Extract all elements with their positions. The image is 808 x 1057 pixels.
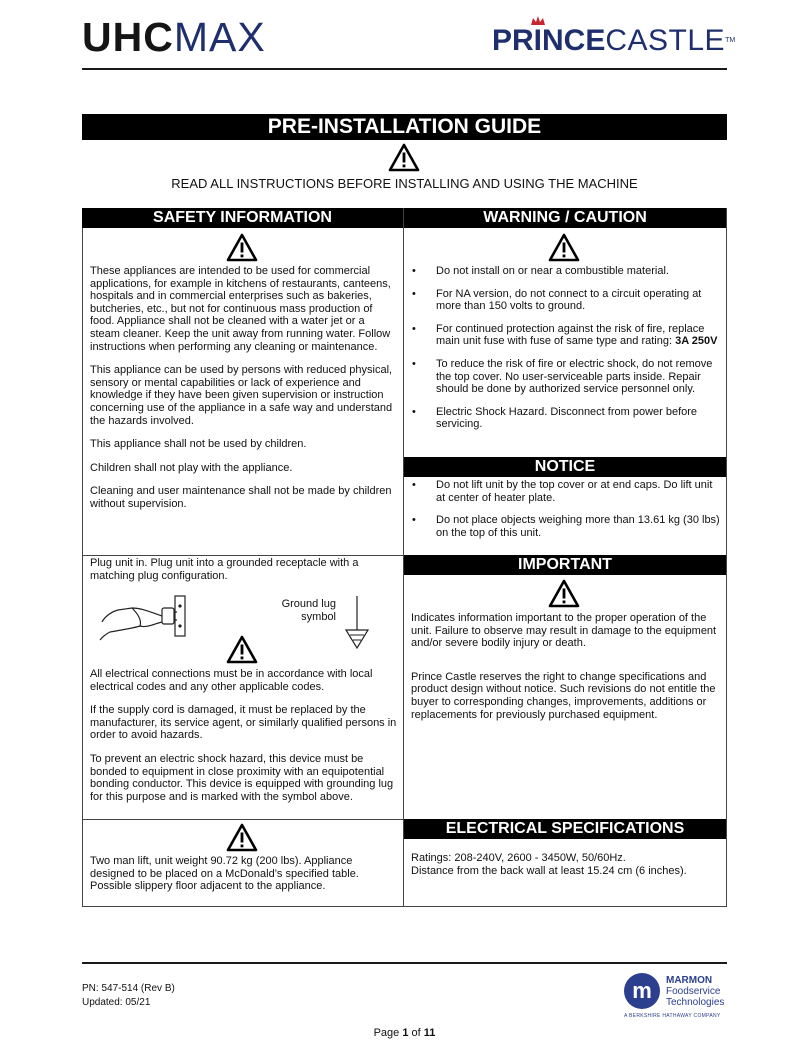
marmon-foodservice: Foodservice	[666, 986, 721, 997]
safety-information-heading: SAFETY INFORMATION	[82, 208, 403, 228]
page-prefix: Page	[373, 1027, 403, 1039]
page-title: PRE-INSTALLATION GUIDE	[82, 114, 727, 140]
lift-warning-text: Two man lift, unit weight 90.72 kg (200 lbs). Appliance designed to be placed on a McDonald’s specified table. Possible slippery floor adjacent to the appliance.	[90, 855, 359, 893]
warning-item-text: For NA version, do not connect to a circuit operating at more than 150 volts to ground.	[436, 287, 702, 313]
plug-instructions: Plug unit in. Plug unit into a grounded receptacle with a matching plug configuration.	[90, 557, 359, 582]
warning-item	[404, 265, 720, 278]
safety-paragraph: Cleaning and user maintenance shall not be made by children without supervision.	[90, 485, 392, 510]
warning-item-text: Electric Shock Hazard. Disconnect from power before servicing.	[436, 405, 698, 431]
warning-item-text: Do not install on or near a combustible material.	[436, 265, 669, 277]
important-heading: IMPORTANT	[404, 555, 726, 575]
warning-icon	[548, 233, 580, 262]
notice-heading: NOTICE	[404, 457, 726, 477]
important-paragraph: Prince Castle reserves the right to change specifications and product design without notice. Such revisions do not entitle the buyer to corresponding changes, improvements, additions or replacements for previously purchased equipment.	[411, 670, 716, 721]
warning-icon	[226, 823, 258, 852]
warning-item	[404, 358, 720, 396]
row-divider-left-1	[82, 555, 404, 556]
safety-information-text	[90, 265, 396, 511]
part-number: PN: 547-514 (Rev B)	[82, 983, 175, 994]
logo-uhc-text: UHC	[82, 14, 174, 60]
ground-lug-label-line: Ground lug	[281, 598, 336, 610]
plug-hand-illustration	[98, 588, 198, 648]
warning-item	[404, 288, 720, 313]
marmon-logo-icon: m	[624, 973, 660, 1009]
marmon-name: MARMON	[666, 975, 713, 986]
warning-icon	[548, 579, 580, 608]
safety-paragraph: This appliance can be used by persons with reduced physical, sensory or mental capabilities or lack of experience and knowledge if they have been given supervision or instruction concerning use of the appliance in a safe way and understand the hazards involved.	[90, 364, 393, 427]
ground-lug-label	[270, 598, 336, 623]
notice-item-text: Do not place objects weighing more than 13.61 kg (30 lbs) on the top of this unit.	[436, 514, 720, 539]
notice-item-text: Do not lift unit by the top cover or at end caps. Do lift unit at center of heater plate.	[436, 479, 713, 504]
table-border-bottom	[82, 906, 727, 907]
notice-list	[404, 479, 720, 539]
part-number-block	[82, 982, 175, 1010]
page-current: 1	[402, 1027, 409, 1039]
row-divider-left-2	[82, 819, 404, 820]
berkshire-tagline: A BERKSHIRE HATHAWAY COMPANY	[624, 1013, 721, 1019]
prince-castle-logo	[492, 23, 735, 59]
electrical-paragraph: To prevent an electric shock hazard, this device must be bonded to equipment in close proximity with an equipotential bonding conductor. This device is equipped with grounding lug for this purpose and is marked with the symbol above.	[90, 752, 394, 803]
uhcmax-logo	[82, 12, 266, 62]
safety-paragraph: These appliances are intended to be used for commercial applications, for example in kitchens of restaurants, canteens, hospitals and in commercial enterprises such as bakeries, butcheries, etc., but not for continuous mass production of food. Appliance shall not be cleaned with a water jet or a steam cleaner. Keep the unit away from running water. Follow instructions when performing any cleaning or maintenance.	[90, 265, 391, 353]
trademark-mark: TM	[725, 37, 736, 44]
marmon-logo-text	[666, 975, 724, 1008]
header-divider	[82, 68, 727, 70]
notice-item	[404, 514, 720, 539]
ratings-text: Ratings: 208-240V, 2600 - 3450W, 50/60Hz.	[411, 852, 626, 864]
ground-lug-label-line: symbol	[301, 610, 336, 623]
important-text	[411, 612, 719, 721]
table-border-left	[82, 208, 83, 907]
read-instructions-notice: READ ALL INSTRUCTIONS BEFORE INSTALLING AND USING THE MACHINE	[171, 176, 638, 191]
fuse-rating: 3A 250V	[675, 335, 718, 348]
ground-lug-icon	[342, 594, 372, 650]
logo-castle-text: CASTLE	[605, 24, 726, 57]
electrical-paragraph: All electrical connections must be in accordance with local electrical codes and any other applicable codes.	[90, 668, 373, 693]
logo-max-text: MAX	[173, 14, 266, 60]
warning-icon	[226, 635, 258, 664]
notice-item	[404, 479, 720, 504]
safety-paragraph: This appliance shall not be used by children.	[90, 438, 307, 451]
page-number	[82, 1027, 727, 1039]
warning-item-text: For continued protection against the risk of fire, replace main unit fuse with fuse of same type and rating:	[436, 322, 705, 348]
logo-prince-text: PRINCE	[492, 24, 606, 57]
warning-item-text: To reduce the risk of fire or electric shock, do not remove the top cover. No user-serviceable parts inside. Repair should be done by authorized service personnel only.	[436, 357, 713, 396]
warning-caution-heading: WARNING / CAUTION	[404, 208, 726, 228]
page-total: 11	[423, 1027, 436, 1039]
electrical-specifications-text	[411, 852, 719, 877]
wall-distance-text: Distance from the back wall at least 15.24 cm (6 inches).	[411, 864, 687, 877]
important-paragraph: Indicates information important to the proper operation of the unit. Failure to observe may result in damage to the equipment and/or severe bodily injury or death.	[411, 612, 717, 650]
electrical-paragraph: If the supply cord is damaged, it must be replaced by the manufacturer, its service agent, or similarly qualified persons in order to avoid hazards.	[90, 704, 397, 742]
warning-item	[404, 323, 720, 348]
updated-date: Updated: 05/21	[82, 997, 151, 1008]
electrical-connection-text	[90, 668, 398, 803]
page-of: of	[408, 1027, 424, 1039]
electrical-specifications-heading: ELECTRICAL SPECIFICATIONS	[404, 819, 726, 839]
warning-item	[404, 406, 720, 431]
warning-icon	[226, 233, 258, 262]
footer-divider	[82, 962, 727, 964]
safety-paragraph: Children shall not play with the appliance.	[90, 461, 293, 474]
table-border-right	[726, 208, 727, 907]
warning-caution-list	[404, 265, 720, 431]
warning-icon	[388, 143, 420, 172]
marmon-technologies: Technologies	[666, 997, 725, 1008]
